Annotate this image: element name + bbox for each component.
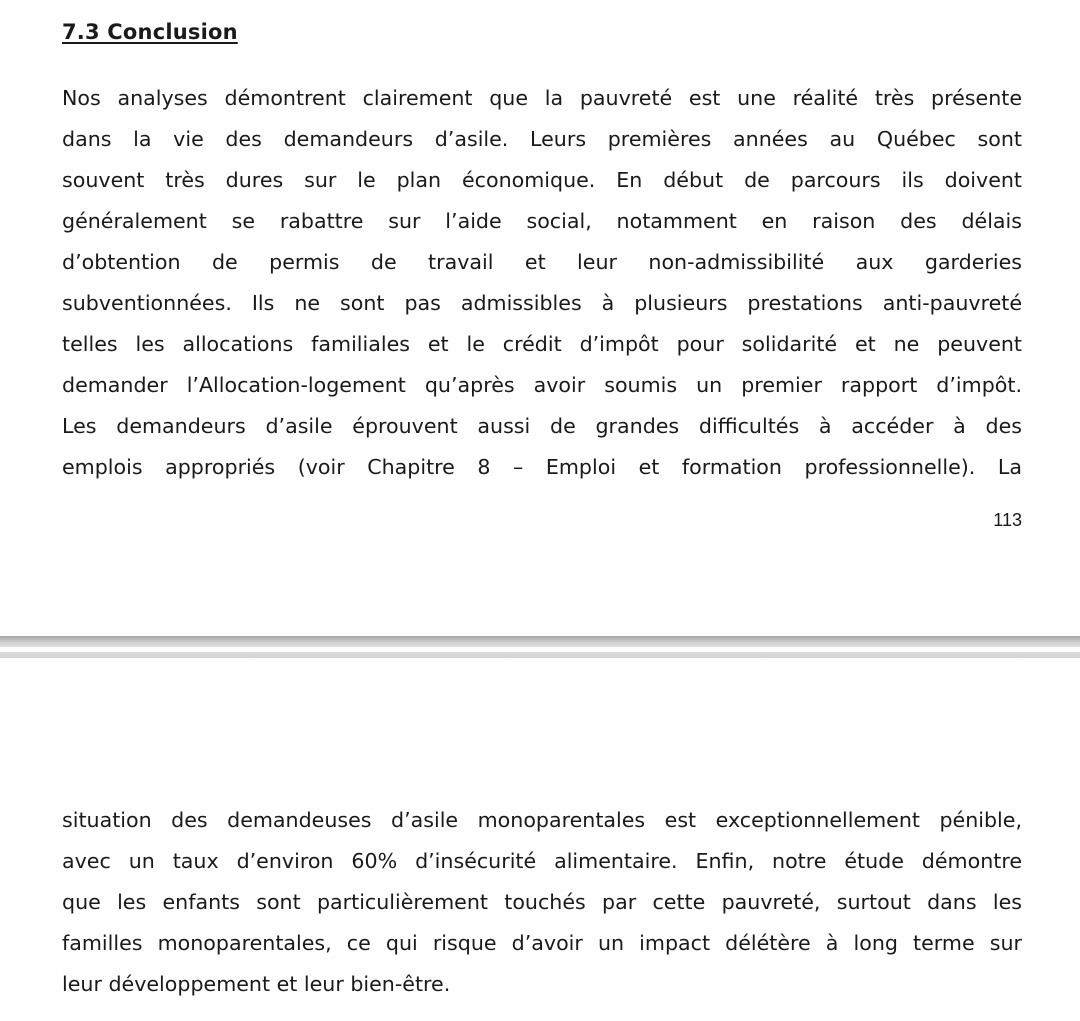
section-heading: 7.3 Conclusion [62, 20, 238, 44]
text-line: emplois appropriés (voir Chapitre 8 – Emploi et formation professionnelle). La [62, 455, 1022, 479]
page-number: 113 [993, 510, 1022, 530]
text-line: demander l’Allocation-logement qu’après avoir soumis un premier rapport d’impôt. [62, 373, 1022, 397]
text-line: avec un taux d’environ 60% d’insécurité alimentaire. Enfin, notre étude démontre [62, 849, 1022, 873]
text-line: que les enfants sont particulièrement touchés par cette pauvreté, surtout dans les [62, 890, 1022, 914]
text-line: généralement se rabattre sur l’aide social, notamment en raison des délais [62, 209, 1022, 233]
text-line: d’obtention de permis de travail et leur non-admissibilité aux garderies [62, 250, 1022, 274]
text-line: leur développement et leur bien-être. [62, 972, 451, 996]
document-page-114 [0, 658, 1080, 1021]
conclusion-paragraph [62, 78, 1022, 488]
page-separator [0, 636, 1080, 658]
text-line: Nos analyses démontrent clairement que la pauvreté est une réalité très présente [62, 86, 1022, 110]
text-line: Les demandeurs d’asile éprouvent aussi de grandes difficultés à accéder à des [62, 414, 1022, 438]
text-line: dans la vie des demandeurs d’asile. Leurs premières années au Québec sont [62, 127, 1022, 151]
text-line: situation des demandeuses d’asile monoparentales est exceptionnellement pénible, [62, 808, 1022, 832]
text-line: telles les allocations familiales et le crédit d’impôt pour solidarité et ne peuvent [62, 332, 1022, 356]
text-line: familles monoparentales, ce qui risque d’avoir un impact délétère à long terme sur [62, 931, 1022, 955]
conclusion-paragraph-continued [62, 800, 1022, 1005]
text-line: souvent très dures sur le plan économique. En début de parcours ils doivent [62, 168, 1022, 192]
text-line: subventionnées. Ils ne sont pas admissibles à plusieurs prestations anti-pauvreté [62, 291, 1022, 315]
page-shadow-bottom [0, 636, 1080, 647]
